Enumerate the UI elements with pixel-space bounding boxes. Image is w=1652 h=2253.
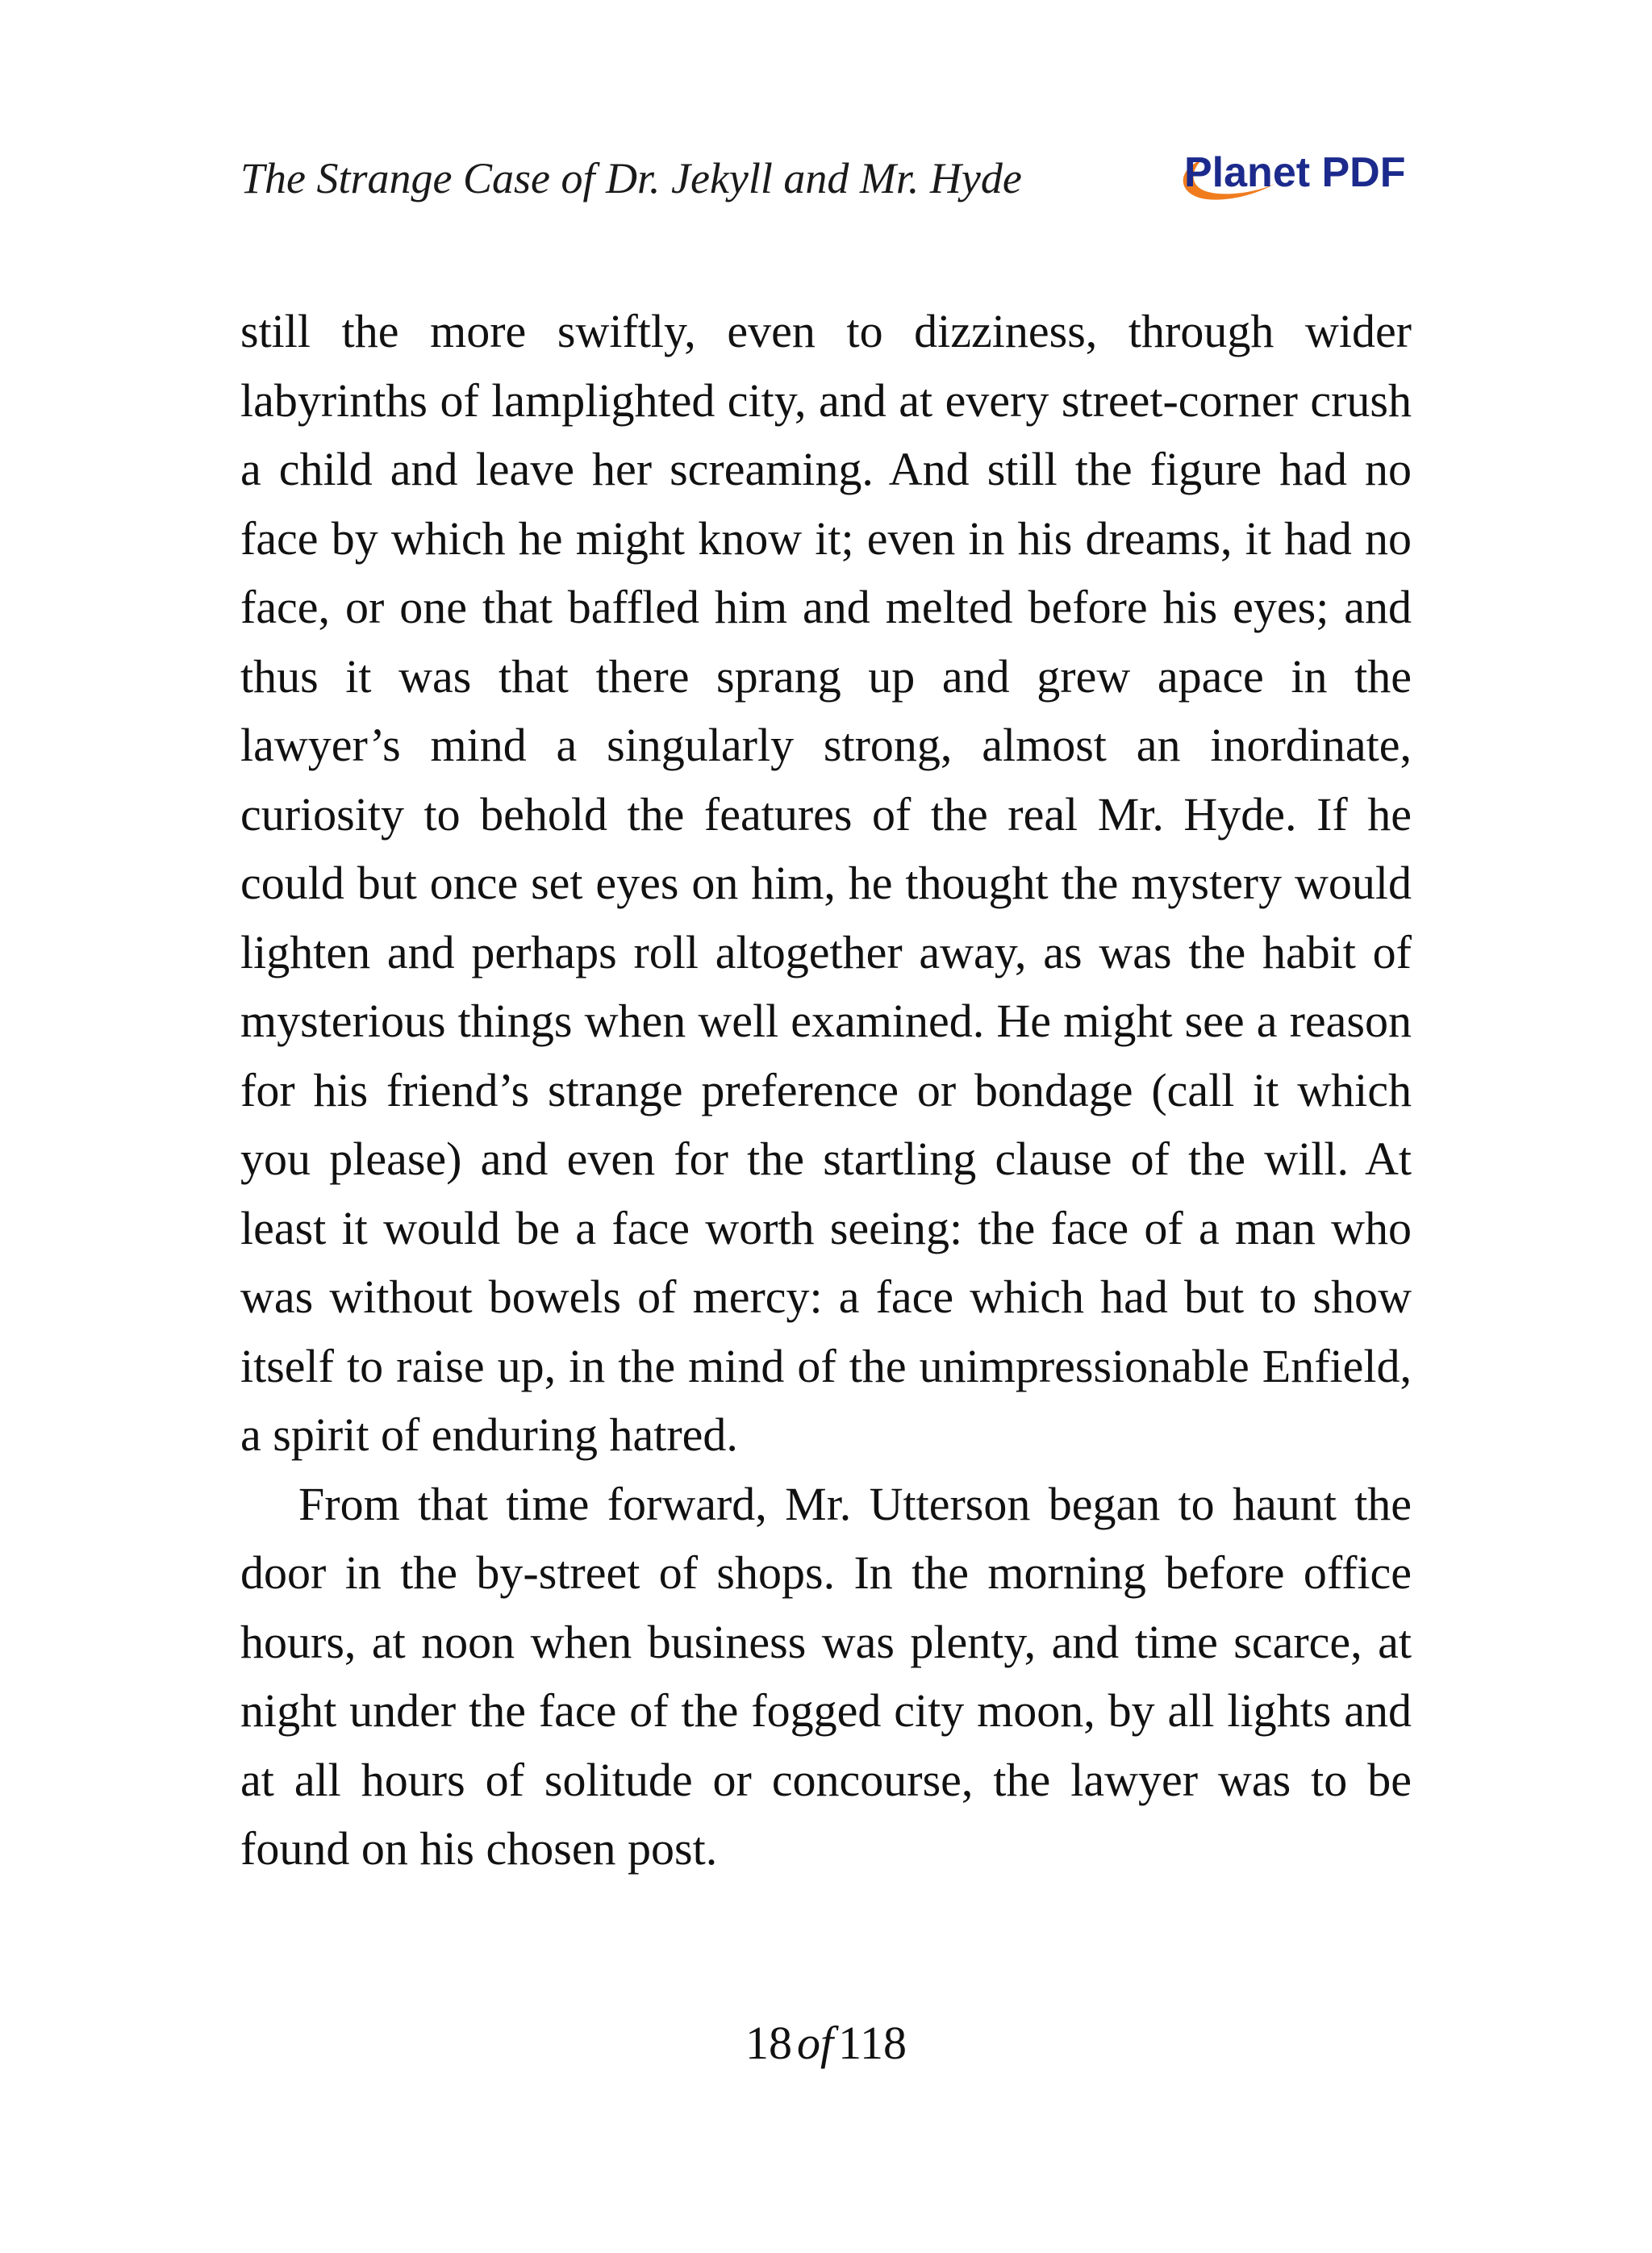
body-text	[240, 297, 1412, 1884]
book-title: The Strange Case of Dr. Jekyll and Mr. Hyde	[240, 154, 1022, 202]
planet-pdf-logo	[1170, 145, 1412, 210]
paragraph-2: From that time forward, Mr. Utterson began to haunt the door in the by-street of shops. In the morning before office hours, at noon when business was plenty, and time scarce, at night under the face of the fogged city moon, by all lights and at all hours of solitude or concourse, the lawyer was to be found on his chosen post.	[240, 1477, 1412, 1875]
logo-text: Planet PDF	[1184, 149, 1406, 196]
page-header	[240, 145, 1412, 218]
page-of-label: of	[797, 2017, 834, 2069]
total-page-count: 118	[838, 2017, 907, 2069]
paragraph-1: still the more swiftly, even to dizziness, through wider labyrinths of lamplighted city, and at every street-corner crush a child and leave her screaming. And still the figure had no face by which he might know it; even in his dreams, it had no face, or one that baffled him and melted before his eyes; and thus it was that there sprang up and grew apace in the lawyer’s mind a singularly strong, almost an inordinate, curiosity to behold the features of the real Mr. Hyde. If he could but once set eyes on him, he thought the mystery would lighten and perhaps roll altogether away, as was the habit of mysterious things when well examined. He might see a reason for his friend’s strange preference or bondage (call it which you please) and even for the startling clause of the will. At least it would be a face worth seeing: the face of a man who was without bowels of mercy: a face which had but to show itself to raise up, in the mind of the unimpressionable Enfield, a spirit of enduring hatred.	[240, 305, 1412, 1461]
page-number	[0, 2015, 1652, 2072]
current-page-number: 18	[745, 2017, 792, 2069]
